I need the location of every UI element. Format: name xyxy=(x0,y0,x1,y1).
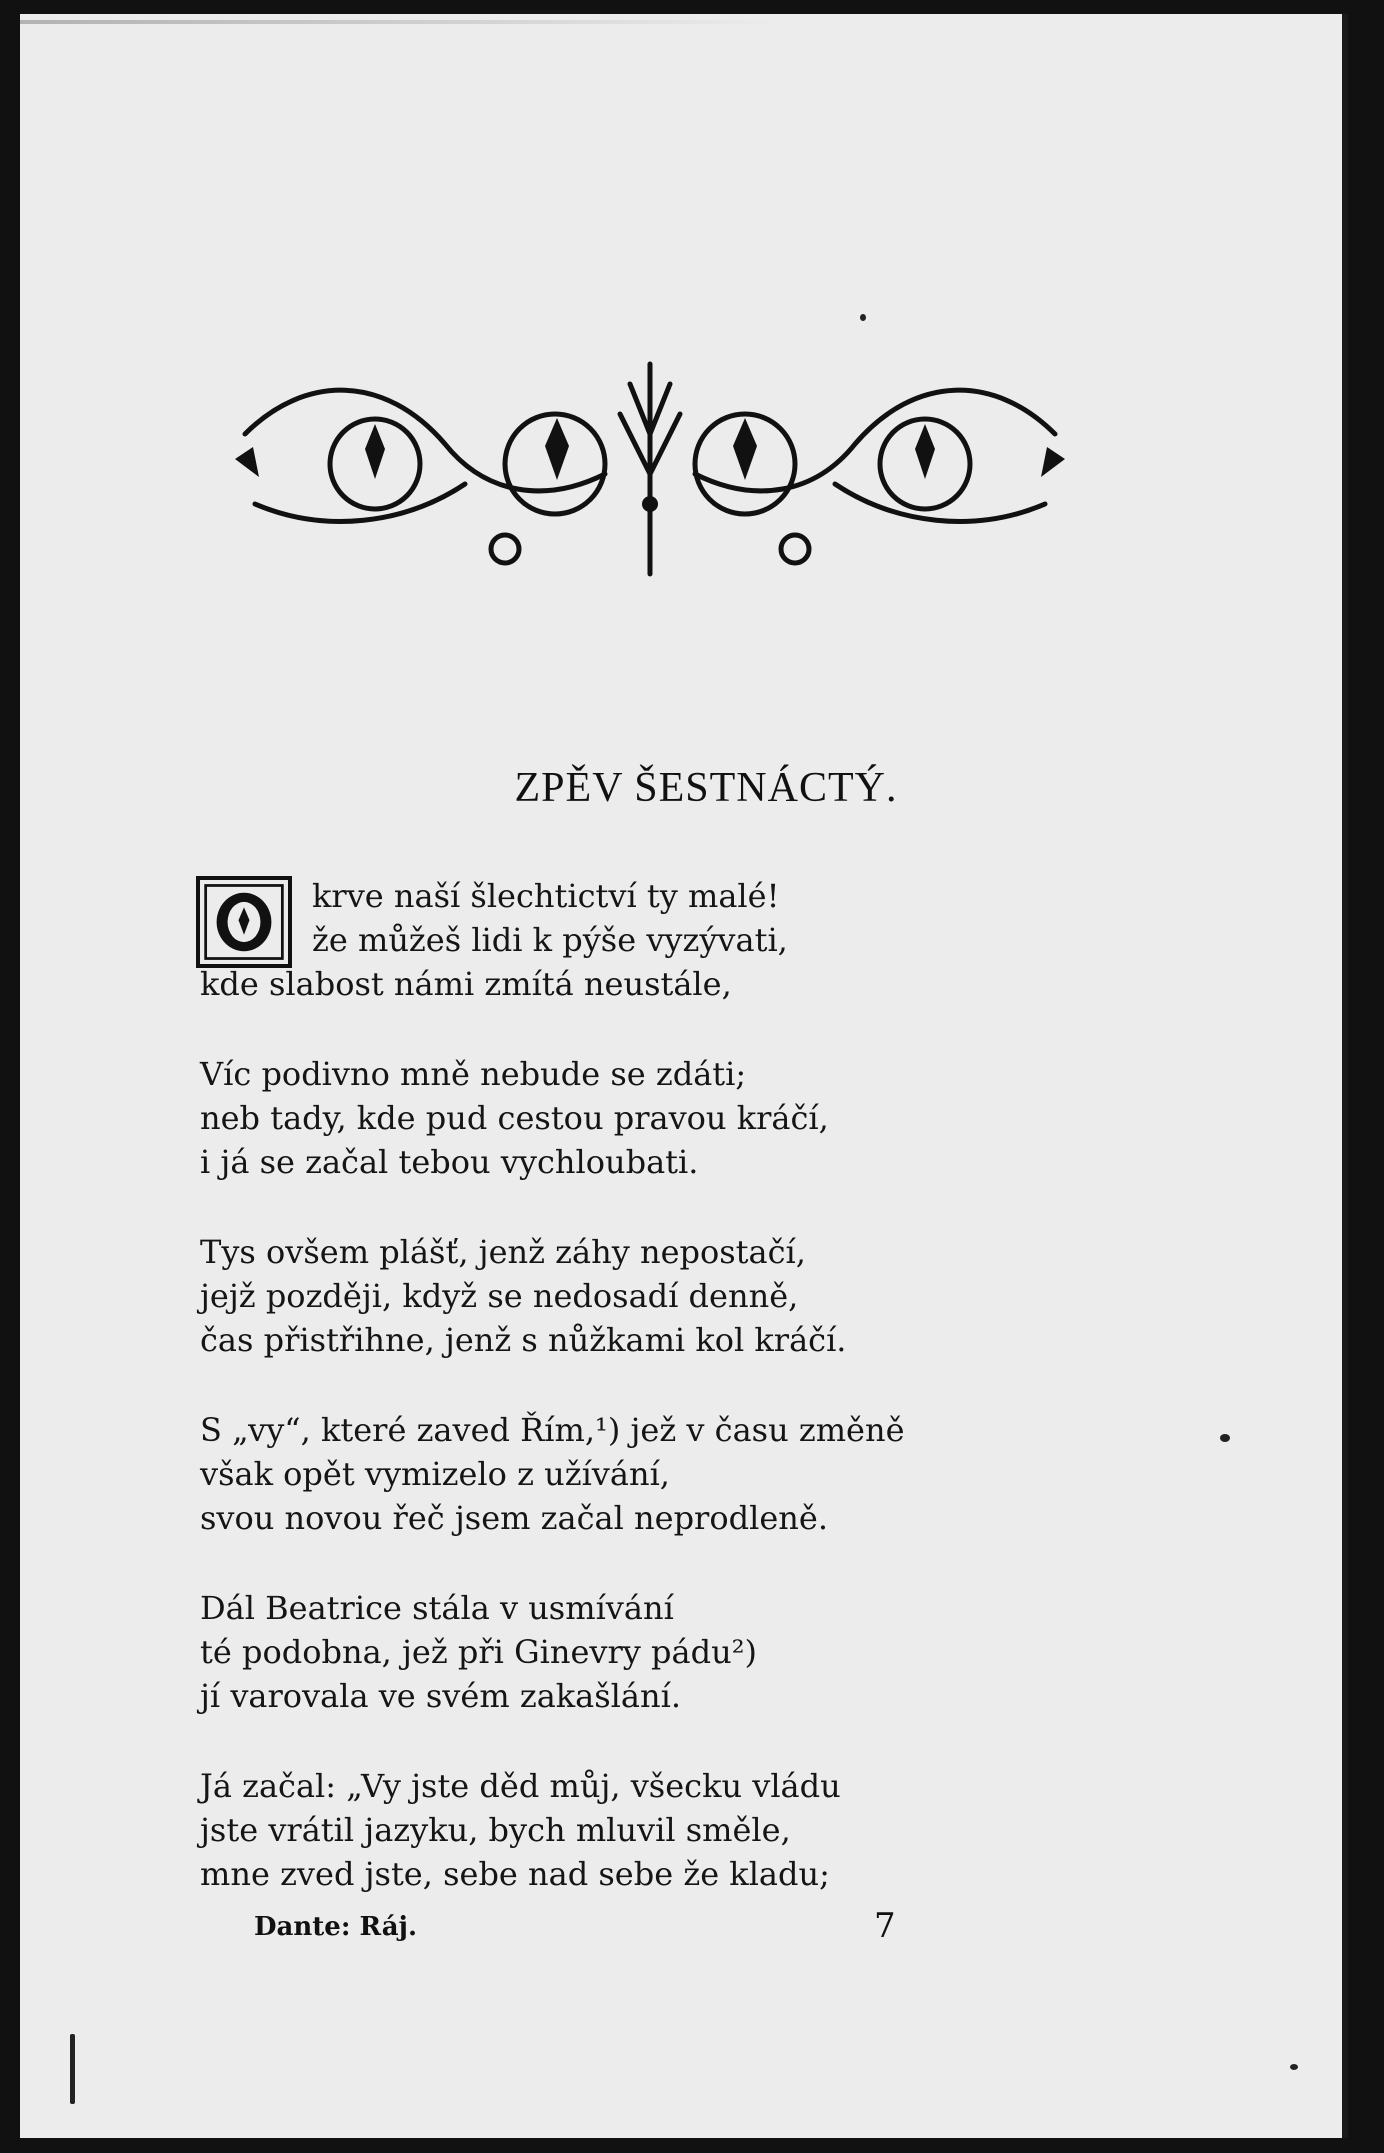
verse-line: jste vrátil jazyku, bych mluvil směle, xyxy=(200,1811,791,1849)
decorated-initial-O-icon xyxy=(196,876,292,968)
chapter-heading: ZPĚV ŠESTNÁCTÝ. xyxy=(514,765,898,811)
verse-line: Víc podivno mně nebude se zdáti; xyxy=(200,1055,747,1093)
verse-line: Dál Beatrice stála v usmívání xyxy=(200,1589,674,1627)
scan-speck xyxy=(1220,1434,1230,1442)
stanza-3 xyxy=(200,1230,1200,1362)
verse-line: i já se začal tebou vychloubati. xyxy=(200,1143,699,1181)
stanza-5 xyxy=(200,1586,1200,1718)
verse-line: S „vy“, které zaved Řím,¹) jež v času změně xyxy=(200,1411,905,1449)
page-footer xyxy=(254,1906,896,1946)
stanza-6 xyxy=(200,1764,1200,1896)
verse-line: jí varovala ve svém zakašlání. xyxy=(200,1677,681,1715)
verse-line: čas přistřihne, jenž s nůžkami kol kráčí. xyxy=(200,1321,847,1359)
scan-edge xyxy=(20,20,780,24)
poem-body xyxy=(200,874,1200,1942)
verse-line: té podobna, jež při Ginevry pádu²) xyxy=(200,1633,757,1671)
floral-headpiece-icon xyxy=(225,354,1075,584)
verse-line: Já začal: „Vy jste děd můj, všecku vládu xyxy=(200,1767,841,1805)
verse-line: neb tady, kde pud cestou pravou kráčí, xyxy=(200,1099,829,1137)
page-number: 7 xyxy=(874,1906,896,1946)
verse-line: jejž později, když se nedosadí denně, xyxy=(200,1277,799,1315)
verse-line: že můžeš lidi k pýše vyzývati, xyxy=(312,921,788,959)
scan-speck xyxy=(70,2034,75,2104)
scan-speck xyxy=(1290,2064,1298,2070)
verse-line: kde slabost námi zmítá neustále, xyxy=(200,965,732,1003)
verse-line: mne zved jste, sebe nad sebe že kladu; xyxy=(200,1855,830,1893)
scan-speck xyxy=(860,314,866,321)
stanza-1 xyxy=(200,874,1200,1006)
stanza-2 xyxy=(200,1052,1200,1184)
verse-line: svou novou řeč jsem začal neprodleně. xyxy=(200,1499,828,1537)
verse-line: však opět vymizelo z užívání, xyxy=(200,1455,670,1493)
verse-line: Tys ovšem plášť, jenž záhy nepostačí, xyxy=(200,1233,806,1271)
stanza-4 xyxy=(200,1408,1200,1540)
book-page xyxy=(20,14,1348,2138)
running-footer-title: Dante: Ráj. xyxy=(254,1912,418,1942)
verse-line: krve naší šlechtictví ty malé! xyxy=(312,877,780,915)
